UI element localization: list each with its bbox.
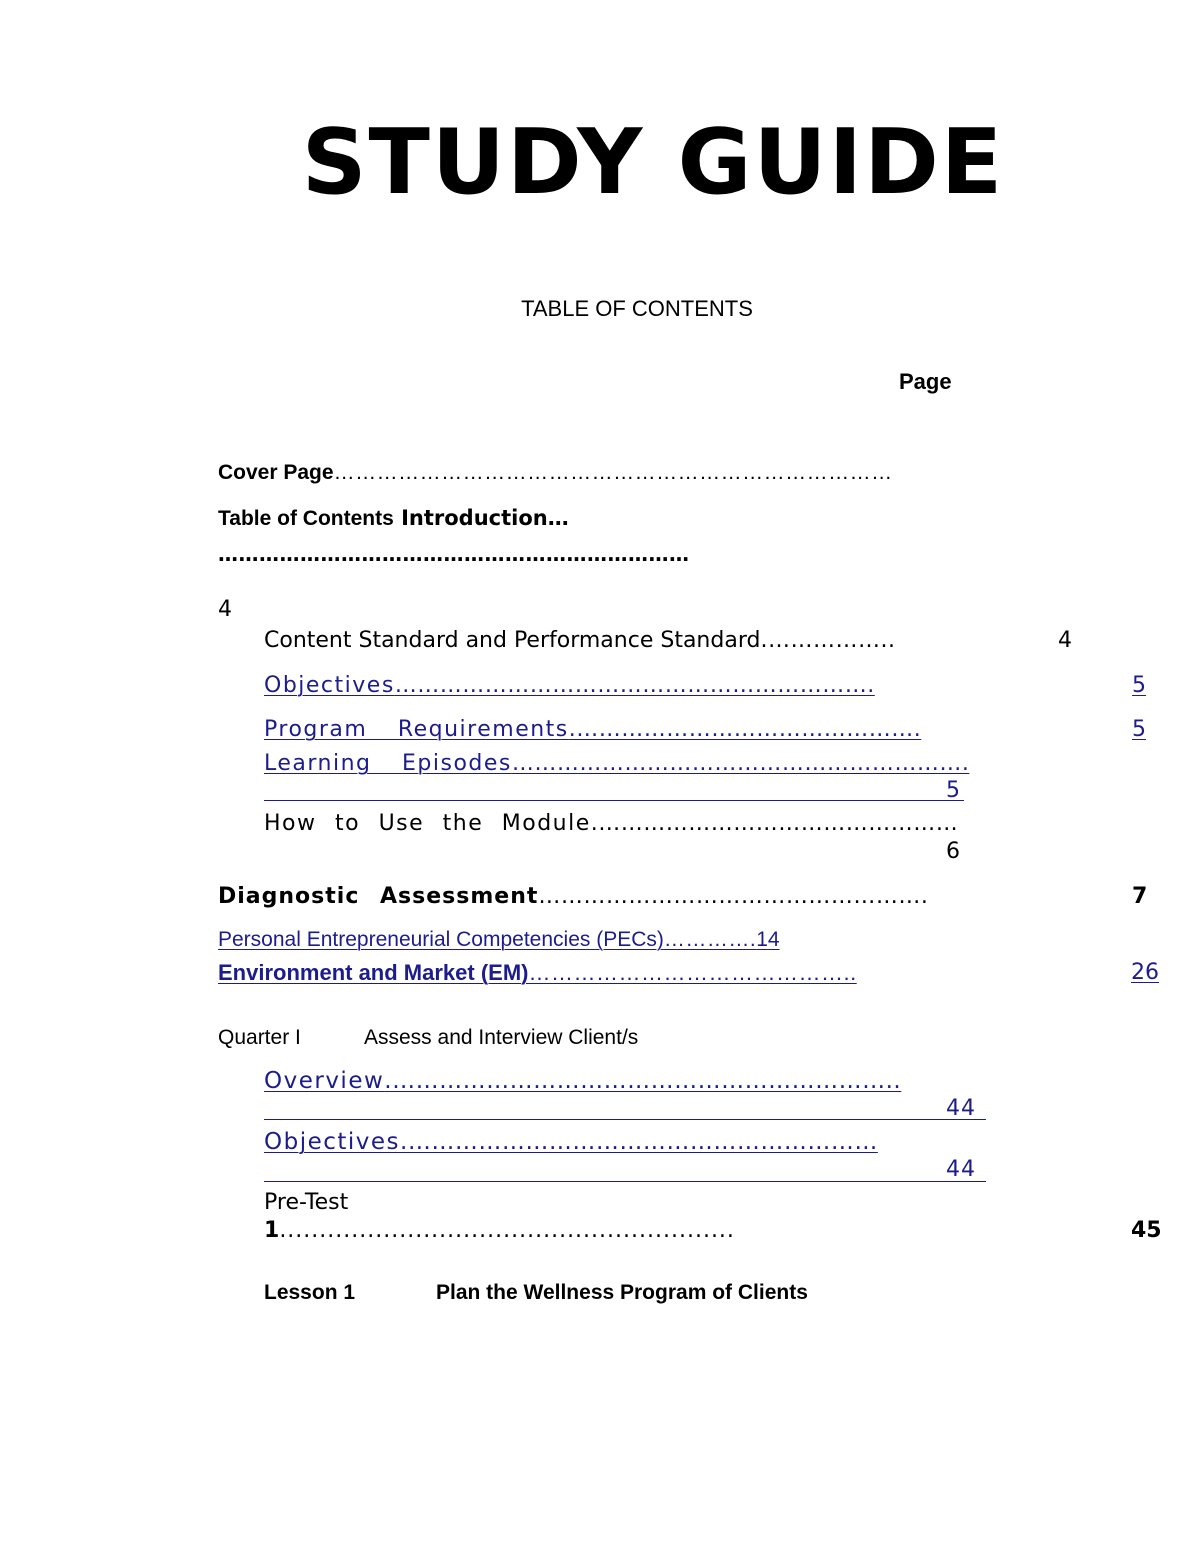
- toc-entry-em[interactable]: [218, 960, 1168, 986]
- toc-entry-label: Environment and Market (EM): [218, 960, 529, 985]
- toc-leader: .………………………………………………………..: [384, 1068, 902, 1094]
- toc-page-table-of-contents: 4: [218, 597, 232, 622]
- toc-page-overview: 44: [946, 1096, 976, 1121]
- quarter-label: Quarter I: [218, 1026, 301, 1049]
- toc-entry-label: Diagnostic Assessment: [218, 884, 539, 909]
- document-title: STUDY GUIDE: [301, 110, 1005, 215]
- toc-entry-label: Content Standard and Performance Standard: [264, 628, 761, 653]
- toc-leader: .........................................................: [279, 1218, 735, 1243]
- toc-entry-cover-page[interactable]: [218, 461, 893, 485]
- toc-entry-label: Cover Page: [218, 461, 334, 484]
- toc-entry-number: 1: [264, 1218, 280, 1243]
- page-column-label: Page: [899, 369, 952, 394]
- toc-entry-label: Personal Entrepreneurial Competencies (PECs): [218, 928, 664, 951]
- toc-entry-table-of-contents[interactable]: [218, 506, 569, 531]
- toc-page-program-requirements: 5: [1132, 717, 1146, 742]
- toc-page-diagnostic: 7: [1132, 884, 1148, 909]
- toc-entry-suffix: Introduction…: [401, 506, 569, 530]
- toc-entry-label: Learning Episodes: [264, 751, 512, 776]
- toc-entry-pretest[interactable]: Pre-Test: [264, 1190, 349, 1215]
- toc-leader: .……………..: [760, 628, 896, 653]
- toc-entry-overview[interactable]: [264, 1068, 901, 1094]
- toc-page-pecs: 14: [756, 928, 780, 951]
- toc-page-learning-episodes: 5: [946, 778, 960, 803]
- underline-rule: [264, 1181, 986, 1182]
- toc-entry-label: Objectives: [264, 1129, 401, 1155]
- toc-entry-label: How to Use the Module: [264, 811, 591, 836]
- toc-page-quarter-objectives: 44: [946, 1157, 976, 1182]
- toc-entry-diagnostic[interactable]: [218, 884, 928, 909]
- lesson-title: Plan the Wellness Program of Clients: [436, 1281, 808, 1304]
- toc-entry-objectives[interactable]: [264, 673, 1151, 698]
- toc-page-pretest: 45: [1131, 1218, 1162, 1243]
- toc-leader: …………………………………………….: [538, 884, 929, 909]
- toc-entry-program-requirements[interactable]: [264, 717, 921, 742]
- toc-leader: .……………………………………………………: [400, 1129, 878, 1155]
- toc-entry-pretest-number[interactable]: [264, 1218, 735, 1243]
- toc-entry-content-standard[interactable]: [264, 628, 895, 653]
- toc-entry-how-to-use[interactable]: [264, 811, 958, 836]
- toc-leader: …………………………………………………….: [511, 751, 970, 776]
- toc-leader: .……………………………………….: [568, 717, 922, 742]
- toc-entry-quarter-objectives[interactable]: [264, 1129, 878, 1155]
- underline-rule: [264, 800, 964, 801]
- toc-page-em: 26: [1131, 960, 1159, 985]
- toc-leader: ……………………………………………………….: [394, 673, 875, 698]
- toc-page-how-to-use: 6: [946, 839, 960, 864]
- toc-leader: ……………………………………………………………………: [333, 461, 893, 484]
- toc-leader: .…………………………………………: [590, 811, 959, 836]
- toc-entry-label: Overview: [264, 1068, 385, 1094]
- toc-leader-table-of-contents: ……………………………………………………………: [218, 542, 690, 566]
- toc-entry-learning-episodes[interactable]: [264, 751, 969, 776]
- toc-entry-label: Table of Contents: [218, 507, 394, 530]
- quarter-title: Assess and Interview Client/s: [364, 1026, 639, 1049]
- toc-entry-label: Program Requirements: [264, 717, 569, 742]
- toc-leader: ………….: [663, 928, 757, 951]
- toc-heading: TABLE OF CONTENTS: [521, 296, 753, 321]
- toc-page-objectives: 5: [1132, 673, 1146, 698]
- toc-leader: ……………………………………..: [528, 960, 857, 985]
- lesson-label: Lesson 1: [264, 1281, 356, 1304]
- underline-rule: [264, 1119, 986, 1120]
- toc-page-content-standard: 4: [1058, 628, 1072, 653]
- toc-entry-pecs[interactable]: [218, 928, 780, 952]
- toc-entry-label: Objectives: [264, 673, 395, 698]
